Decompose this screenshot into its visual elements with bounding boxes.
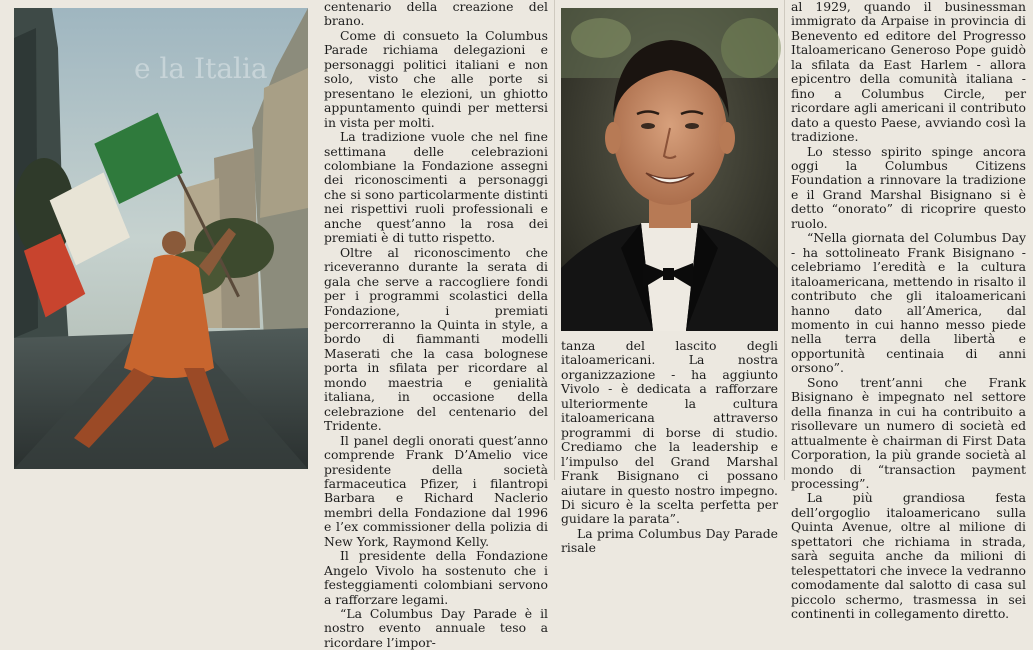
column-divider <box>554 0 555 480</box>
paragraph: Il panel degli onorati quest’anno comprende Frank D’Amelio vice presidente della società farmaceutica Pfizer, i filantropi Barbara e Richard Naclerio membri della Fondazione dal 1996 e l’ex commissioner della polizia di New York, Raymond Kelly. <box>324 432 548 549</box>
paragraph: Oltre al riconoscimento che riceveranno durante la serata di gala che serve a raccogliere fondi per i programmi scolastici della Fondazione, i premiati percorreranno la Quinta in style, a bordo di fiammanti modelli Maserati che la casa bolognese porta in sfilata per ricordare al mondo maestria e genialità italiana, in occasione della celebrazione del centenario del Tridente. <box>324 244 548 434</box>
paragraph: La tradizione vuole che nel fine settimana delle celebrazioni colombiane la Fondazione assegni dei riconoscimenti a personaggi che si sono particolarmente distinti nei rispettivi ruoli professionali e anche quest’anno la rosa dei premiati è di tutto rispetto. <box>324 129 548 246</box>
paragraph: al 1929, quando il businessman immigrato da Arpaise in provincia di Benevento ed editore del Progresso Italoamericano Generoso Pope guidò la sfilata da East Harlem - allora epicentro della comunità italiana - fino a Columbus Circle, per ricordare agli americani il contributo dato a questo Paese, avviando così la tradizione. <box>791 0 1026 145</box>
parade-photo <box>14 8 308 469</box>
paragraph: La prima Columbus Day Parade risale <box>561 525 778 556</box>
paragraph: La più grandiosa festa dell’orgoglio italoamericano sulla Quinta Avenue, oltre al milione di spettatori che richiama in strada, sarà seguita anche da milioni di telespettatori che invece la vedranno comodamente dal salotto di casa sul piccolo schermo, trasmessa in sei continenti in collegamento diretto. <box>791 490 1026 622</box>
paragraph: tanza del lascito degli italoamericani. La nostra organizzazione - ha aggiunto Vivolo - è dedicata a rafforzare ulteriormente la cultura italoamericana attraverso programmi di borse di studio. Crediamo che la leadership e l’impulso del Grand Marshal Frank Bisignano ci possano aiutare in questo nostro impegno. Di sicuro è la scelta perfetta per guidare la parata”. <box>561 338 778 527</box>
paragraph: “Nella giornata del Columbus Day - ha sottolineato Frank Bisignano - celebriamo l’eredità e la cultura italoamericana, mettendo in risalto il contributo che gli italoamericani hanno dato all’America, dal momento in cui hanno messo piede nella terra della libertà e opportunità centinaia di anni orsono”. <box>791 230 1026 376</box>
article-column-2 <box>561 338 778 556</box>
paragraph: “La Columbus Day Parade è il nostro evento annuale teso a ricordare l’impor- <box>324 606 548 650</box>
paragraph: Come di consueto la Columbus Parade richiama delegazioni e personaggi politici italiani e non solo, visto che alle porte si presentano le elezioni, un ghiotto appuntamento quindi per mettersi in vista per molti. <box>324 27 548 130</box>
paragraph: Il presidente della Fondazione Angelo Vivolo ha sostenuto che i festeggiamenti colombiani servono a rafforzare legami. <box>324 548 548 607</box>
column-divider <box>784 0 785 480</box>
paragraph: centenario della creazione del brano. <box>324 0 548 29</box>
article-column-3 <box>791 0 1026 622</box>
paragraph: Sono trent’anni che Frank Bisignano è impegnato nel settore della finanza in cui ha contribuito a risollevare un numero di società ed attualmente è chairman di First Data Corporation, la più grande società al mondo di “transaction payment processing”. <box>791 374 1026 491</box>
photo-caption-fragment: e la Italia <box>134 52 268 85</box>
article-column-1 <box>324 0 548 650</box>
portrait-photo <box>561 8 778 331</box>
paragraph: Lo stesso spirito spinge ancora oggi la Columbus Citizens Foundation a rinnovare la tradizione e il Grand Marshal Bisignano si è detto “onorato” di ricoprire questo ruolo. <box>791 143 1026 231</box>
